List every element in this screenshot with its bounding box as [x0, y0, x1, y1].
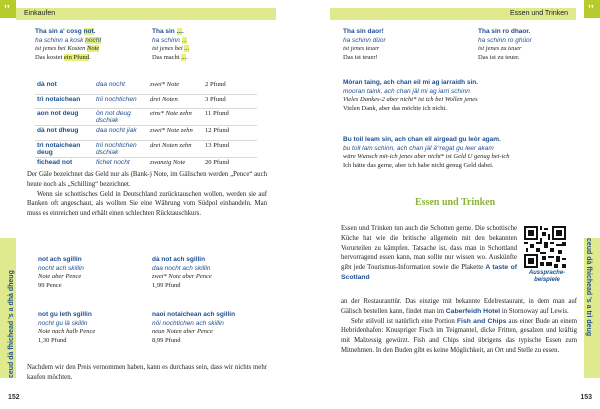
- qr-code-icon[interactable]: [524, 226, 566, 268]
- quote-badge-right: [584, 0, 600, 18]
- gaelic-line: Tha sin ....: [152, 28, 184, 35]
- phrase-no-thanks: Mòran taing, ach chan eil mi ag iarraidh sin. mooran taink, ach chan jäl mi ag iarri schinn Vieles Dankes-2 aber nicht* ist ich bei Wollen jenes Vielen Dank, aber das möchte ich nicht.: [343, 79, 479, 112]
- money-table: [35, 80, 257, 171]
- phrase-expensive-1: Tha sin daor! ha schinn düor ist jenes teuer Das ist teuer!: [343, 28, 386, 61]
- taste-of-scotland: A taste of Scotland: [341, 264, 518, 281]
- left-side-text: ceud dà fhichead 's a dhà dheug: [8, 270, 15, 378]
- money-paragraph: [27, 170, 267, 219]
- phrase-expensive-2: Tha sin ro dhaor. ha schinn ro ghüor ist jenes zu teuer Das ist zu teuer.: [478, 28, 532, 61]
- caberfeidh-hotel: Caberfeidh Hotel: [445, 307, 501, 315]
- right-side-text: ceud dà fhichead 's a trì deug: [585, 238, 592, 337]
- phonetic-line: ha schinn ...: [152, 36, 188, 44]
- svg-text:": ": [3, 3, 11, 18]
- table-row: fichead not fichet nocht zwanzig Note 20 Pfund: [37, 158, 229, 166]
- table-row: trì notaichean deug trii nochtichen dschiak drei Noten zehn 13 Pfund: [35, 140, 257, 157]
- pence-item-4: naoi notaichean ach sgillin nöi nochtichen ach skillin neun Noten aber Pence 8,99 Pfund: [152, 311, 236, 344]
- german-line: Das macht ....: [152, 53, 188, 61]
- phonetic-line: ha schinn a kosk nocht: [35, 36, 102, 44]
- food-paragraph-1b: an der Restauranttür. Das einzige mit bekannte Edelrestaurant, in dem man auf Gälisch bestellen kann, findet man im Caberfeidh Hotel in Stornoway auf Lewis. Sehr stilvoll ist natürlich eine Portion Fish and Chips aus einer Bude an einem Hebridenhafen: Knuspriger Fisch im Teigmantel, dicke Fritten, gesalzen und kräftig mit Malzessig gewürzt. Fish and Chips sind übrigens das typische Essen zum Mitnehmen. In den Buden gibt es keine Möglichkeit, an Ort und Stelle zu essen.: [341, 298, 577, 354]
- food-paragraph-1: Essen und Trinken tun auch die Schotten gerne. Die schottische Küche hat wie die britische allgemein mit den bekannten Vorurteilen zu kämpfen. Tatsache ist, dass man in Schottland hervorragend essen kann, man sollte nur wissen wo. Auskünfte gibt jede Tourismus-Information sowie die Plakette A taste of Scotland: [341, 225, 518, 281]
- pence-item-1: not ach sgillin nocht ach skillin Note aber Pence 99 Pence: [38, 256, 84, 289]
- right-page-number: 153: [580, 394, 592, 401]
- literal-line: ist jenes bei Kosten Note: [35, 45, 100, 52]
- german-line: Das kostet ein Pfund.: [35, 53, 91, 61]
- quote-badge-left: [0, 0, 16, 18]
- fish-and-chips: Fish and Chips: [456, 317, 507, 325]
- left-running-header: [16, 8, 276, 20]
- qr-label: Aussprache- beispiele: [528, 270, 566, 283]
- phrase-cost-1: [35, 28, 101, 62]
- closing-paragraph: Nachdem wir den Preis vernommen haben, kann es durchaus sein, dass wir nichts mehr kaufen möchten.: [27, 364, 267, 381]
- right-header-text: Essen und Trinken: [510, 10, 568, 17]
- quote-icon: [0, 0, 16, 18]
- literal-line: ist jenes bei ...: [152, 45, 190, 52]
- left-page-number: 152: [8, 394, 20, 401]
- quote-icon: [584, 0, 600, 18]
- paragraph-2: Wenn sie schottisches Geld in Deutschland zurücktauschen wollen, werden sie auf Banken oft angeschaut, als wollten Sie eine Währung vom Südpol einhandeln. Man muss es einreichen und erhält einen schlechten Rücktauschkurs.: [27, 190, 267, 218]
- pence-item-2: dà not ach sgillin daa nocht ach skillin zwei* Note aber Pence 1,99 Pfund: [152, 256, 212, 289]
- svg-text:": ": [587, 3, 595, 18]
- table-row: dà not daa nocht zwei* Note 2 Pfund: [35, 80, 257, 94]
- right-running-header: [330, 8, 576, 20]
- paragraph-1: Der Gäle bezeichnet das Geld nur als (Bank-) Note, im Gälischen werden „Pence“ auch heute noch als „Schilling“ bezeichnet.: [27, 171, 267, 188]
- phrase-cost-2: [152, 28, 189, 62]
- section-title: Essen und Trinken: [415, 197, 496, 208]
- phrase-no-money: Bu toil leam sin, ach chan eil airgead gu leòr agam. bu toll lam schinn, ach chan jäl ä°regat gu leer akam wäre Wunsch mit-ich jenes aber nicht* ist Geld U genug bei-ich Ich hätte das gerne, aber ich habe nicht genug Geld dabei.: [343, 136, 510, 169]
- table-row: aon not deug ön not deug dschiak eins* Note zehn 11 Pfund: [35, 109, 257, 126]
- table-row: dà not dheug daa nocht jiak zwei* Note zehn 12 Pfund: [35, 126, 257, 141]
- gaelic-line: Tha sin a' cosg not.: [35, 28, 96, 35]
- table-row: trì notaichean trii nochtichen drei Noten 3 Pfund: [35, 94, 257, 109]
- pence-item-3: not gu leth sgillin nocht gu lä skillin Note nach halb Pence 1,30 Pfund: [38, 311, 96, 344]
- left-header-text: Einkaufen: [24, 10, 56, 17]
